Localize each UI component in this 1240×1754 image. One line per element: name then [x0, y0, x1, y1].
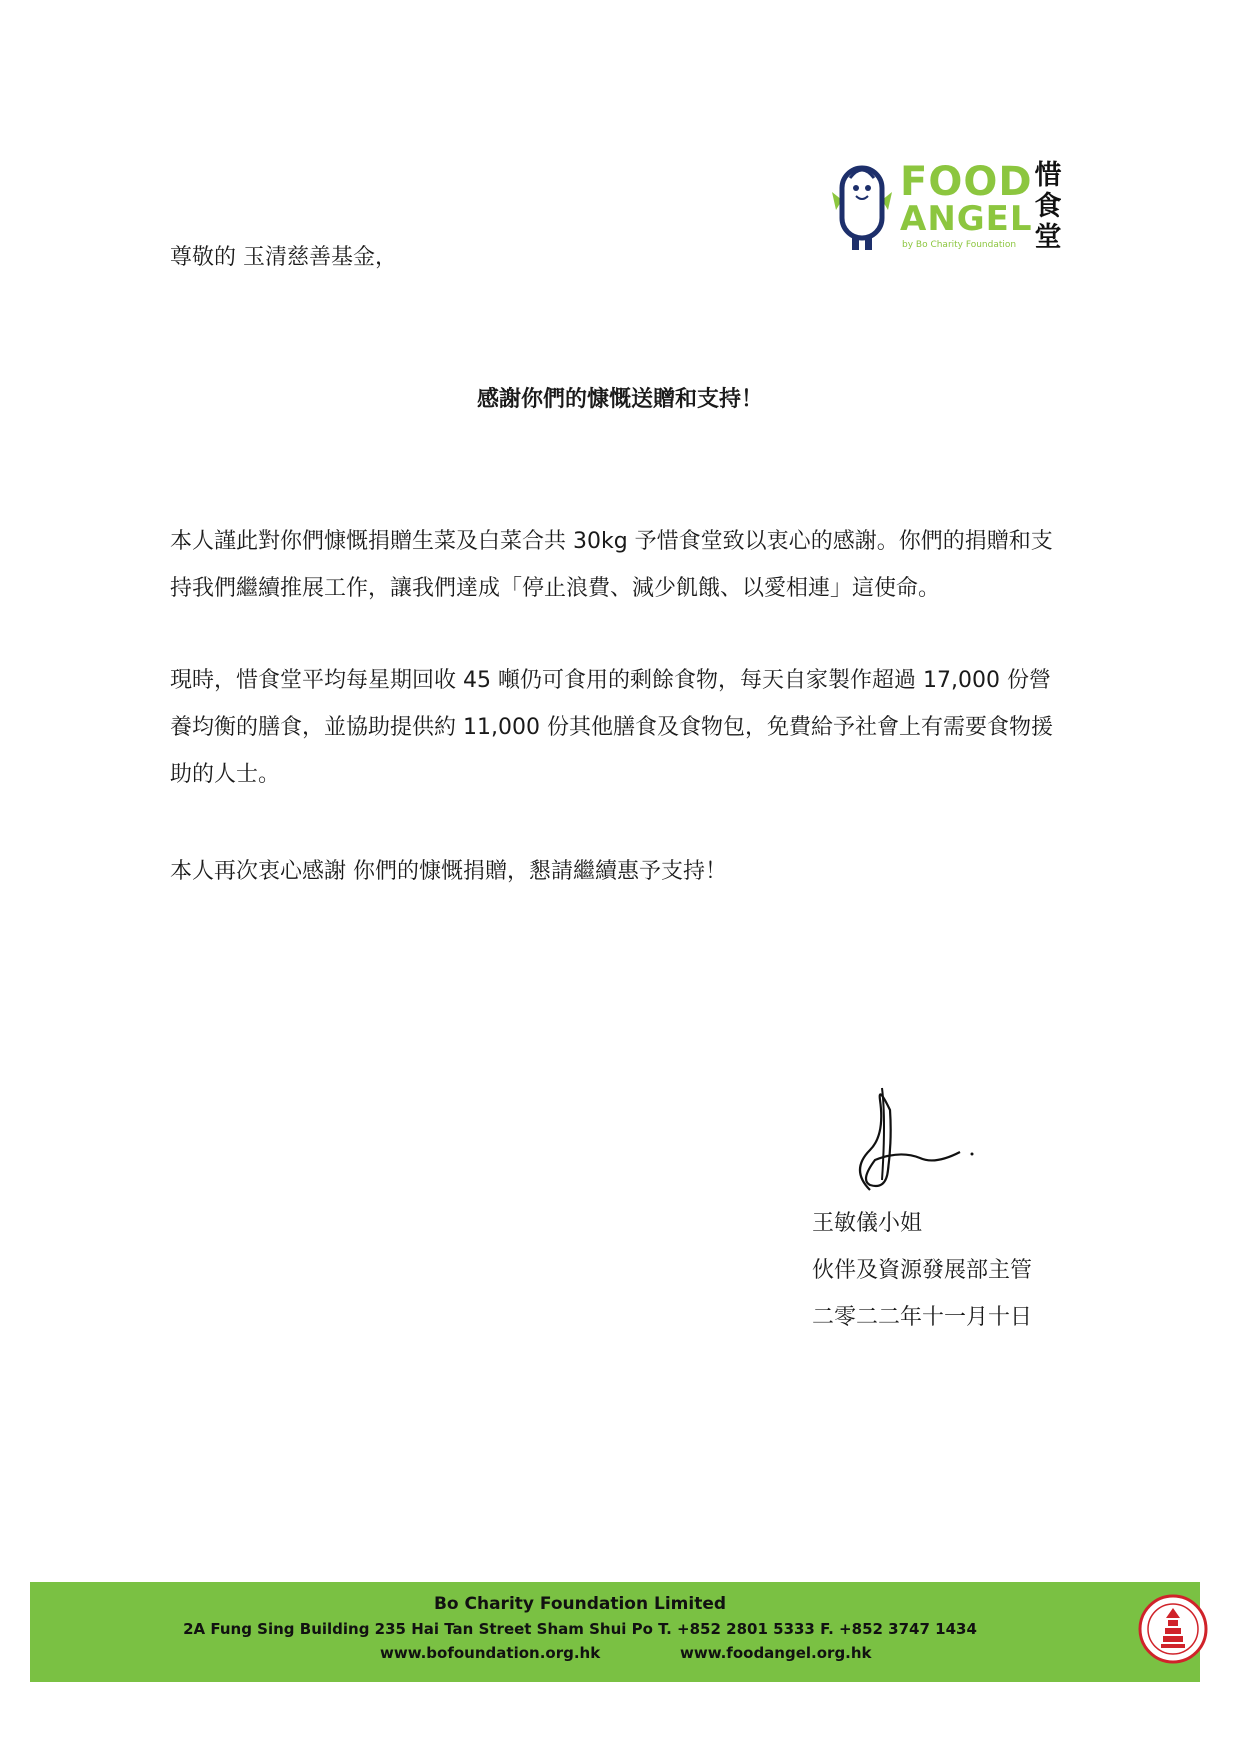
seal-icon	[1138, 1594, 1208, 1664]
footer-address: 2A Fung Sing Building 235 Hai Tan Street Sham Shui Po T. +852 2801 5333 F. +852 3747 1434	[183, 1620, 977, 1638]
logo-food-text: FOOD	[900, 159, 1033, 205]
signatory-position: 伙伴及資源發展部主管	[812, 1258, 1033, 1283]
handwritten-signature	[830, 1080, 990, 1200]
logo-chinese-char: 食	[1034, 191, 1062, 222]
logo-byline: by Bo Charity Foundation	[902, 240, 1017, 250]
logo-chinese-char: 堂	[1034, 222, 1062, 253]
footer-bar	[30, 1582, 1200, 1682]
logo-chinese-char: 惜	[1034, 160, 1062, 191]
letter-date: 二零二二年十一月十日	[812, 1305, 1033, 1330]
logo-chinese-name	[1032, 160, 1064, 253]
signatory-block	[812, 1200, 1032, 1341]
logo-angel-text: ANGEL	[900, 199, 1033, 239]
salutation: 尊敬的 玉清慈善基金，	[170, 245, 397, 270]
footer-organization: Bo Charity Foundation Limited	[433, 1594, 727, 1614]
mascot-icon	[828, 158, 896, 254]
letter-title: 感謝你們的慷慨送贈和支持！	[476, 387, 763, 412]
paragraph-1: 本人謹此對你們慷慨捐贈生菜及白菜合共 30kg 予惜食堂致以衷心的感謝。你們的捐贈和支持我們繼續推展工作，讓我們達成「停止浪費、減少飢餓、以愛相連」這使命。	[170, 529, 1053, 601]
signatory-name: 王敏儀小姐	[812, 1211, 923, 1236]
footer-website-link[interactable]: www.foodangel.org.hk	[680, 1644, 872, 1662]
paragraph-3: 本人再次衷心感謝 你們的慷慨捐贈，懇請繼續惠予支持！	[170, 859, 727, 884]
paragraph-2: 現時，惜食堂平均每星期回收 45 噸仍可食用的剩餘食物，每天自家製作超過 17,000 份營養均衡的膳食，並協助提供約 11,000 份其他膳食及食物包，免費給予社會上有需要食物援助的人士。	[170, 668, 1053, 787]
food-angel-logo	[828, 158, 1068, 258]
footer-website-link[interactable]: www.bofoundation.org.hk	[380, 1644, 601, 1662]
